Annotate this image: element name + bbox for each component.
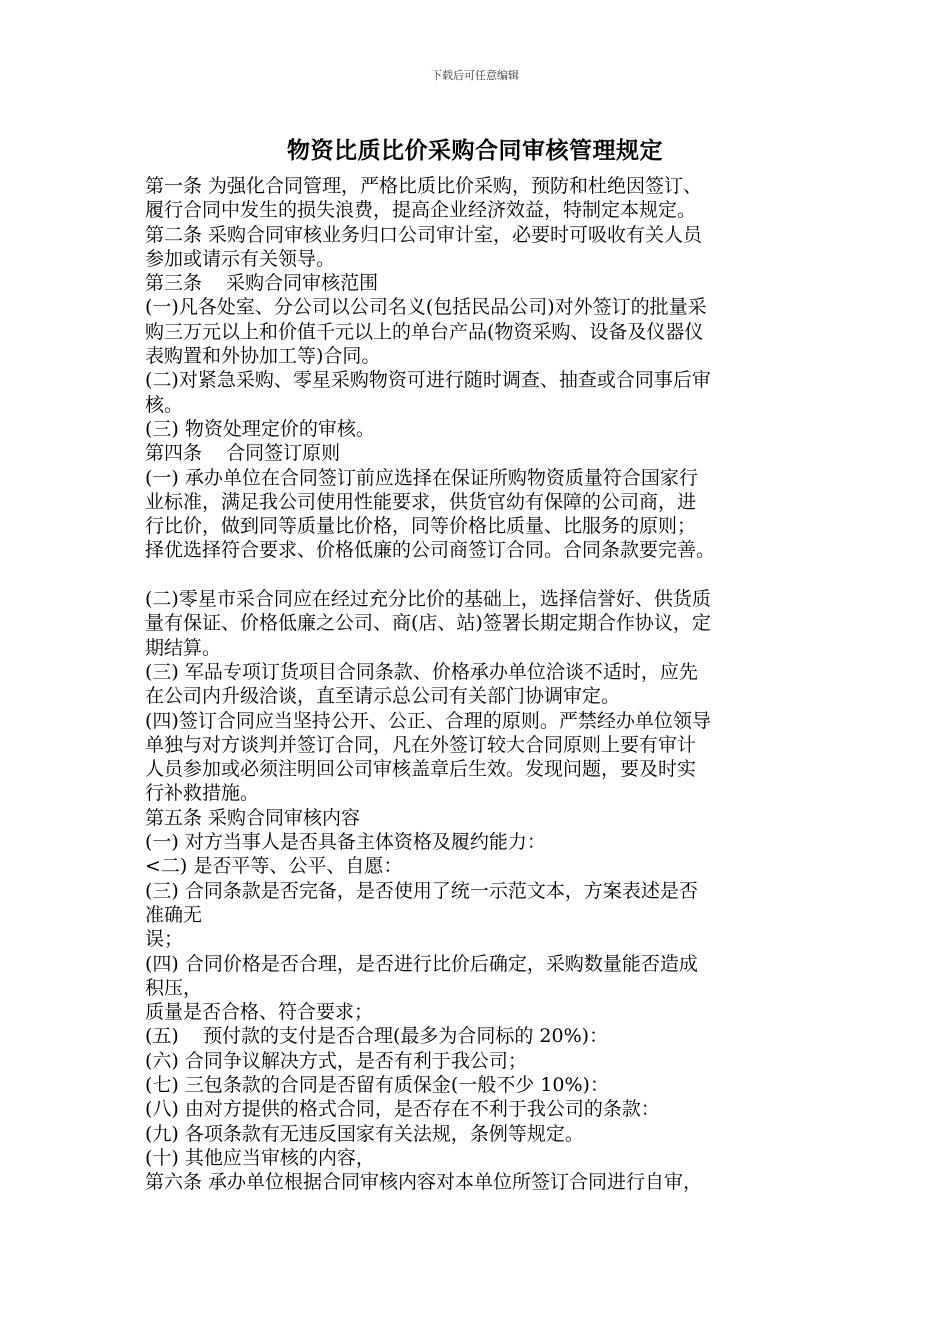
body-line: 第四条 合同签订原则: [145, 442, 341, 465]
body-line: (四) 合同价格是否合理，是否进行比价后确定，采购数量能否造成: [145, 952, 698, 975]
body-line: (二)零星市采合同应在经过充分比价的基础上，选择信誉好、供货质: [145, 588, 711, 611]
body-line: 行比价，做到同等质量比价格，同等价格比质量、比服务的原则；: [145, 515, 697, 538]
body-line: 期结算。: [145, 636, 222, 659]
body-line: 积压，: [145, 976, 203, 999]
body-line: 行补救措施。: [145, 782, 260, 805]
body-line: (二)对紧急采购、零星采购物资可进行随时调查、抽查或合同事后审: [145, 369, 711, 392]
body-line: (九) 各项条款有无违反国家有关法规，条例等规定。: [145, 1122, 584, 1145]
body-line: 准确无: [145, 903, 203, 926]
body-line: (十) 其他应当审核的内容，: [145, 1146, 375, 1169]
body-line: (一)凡各处室、分公司以公司名义(包括民品公司)对外签订的批量采: [145, 296, 707, 319]
body-line: 参加或请示有关领导。: [145, 247, 336, 270]
body-line: 第五条 采购合同审核内容: [145, 806, 361, 829]
body-line: (一) 承办单位在合同签订前应选择在保证所购物资质量符合国家行: [145, 466, 698, 489]
body-line: 人员参加或必须注明回公司审核盖章后生效。发现问题，要及时实: [145, 758, 697, 781]
header-note: 下载后可任意编辑: [431, 69, 519, 82]
body-line: 第二条 采购合同审核业务归口公司审计室，必要时可吸收有关人员: [145, 223, 703, 246]
body-line: 业标准，满足我公司使用性能要求，供货官幼有保障的公司商，进: [145, 490, 697, 513]
body-line: 履行合同中发生的损失浪费，提高企业经济效益，特制定本规定。: [145, 199, 697, 222]
body-line: 核。: [145, 393, 184, 416]
body-line: 购三万元以上和价值千元以上的单台产品(物资采购、设备及仪器仪: [145, 320, 704, 343]
body-line: (三) 军品专项订货项目合同条款、价格承办单位洽谈不适时，应先: [145, 660, 698, 683]
body-line: (六) 合同争议解决方式，是否有利于我公司；: [145, 1049, 527, 1072]
body-line: (七) 三包条款的合同是否留有质保金(一般不少 10%)：: [145, 1073, 609, 1096]
document-title: 物资比质比价采购合同审核管理规定: [287, 137, 663, 164]
body-line: (一) 对方当事人是否具备主体资格及履约能力：: [145, 831, 546, 854]
body-line: (三) 合同条款是否完备，是否使用了统一示范文本，方案表述是否: [145, 879, 698, 902]
blank-line: [145, 563, 825, 587]
document-body: [145, 174, 825, 1194]
body-line: (三) 物资处理定价的审核。: [145, 417, 375, 440]
body-line: 单独与对方谈判并签订合同，凡在外签订较大合同原则上要有审计: [145, 733, 697, 756]
body-line: 在公司内升级洽谈，直至请示总公司有关部门协调审定。: [145, 685, 621, 708]
body-line: 第六条 承办单位根据合同审核内容对本单位所签订合同进行自审，: [145, 1171, 703, 1194]
body-line: (四)签订合同应当坚持公开、公正、合理的原则。严禁经办单位领导: [145, 709, 711, 732]
body-line: 择优选择符合要求、价格低廉的公司商签订合同。合同条款要完善。: [145, 539, 716, 562]
body-line: 第三条 采购合同审核范围: [145, 272, 379, 295]
body-line: 质量是否合格、符合要求；: [145, 1001, 374, 1024]
body-line: 误；: [145, 928, 184, 951]
body-line: 表购置和外协加工等)合同。: [145, 345, 381, 368]
body-line: (五) 预付款的支付是否合理(最多为合同标的 20%)：: [145, 1025, 609, 1048]
body-line: 第一条 为强化合同管理，严格比质比价采购，预防和杜绝因签订、: [145, 175, 703, 197]
body-line: <二) 是否平等、公平、自愿：: [145, 855, 403, 878]
body-line: (八) 由对方提供的格式合同，是否存在不利于我公司的条款：: [145, 1098, 660, 1121]
body-line: 量有保证、价格低廉之公司、商(店、站)签署长期定期合作协议，定: [145, 612, 711, 635]
